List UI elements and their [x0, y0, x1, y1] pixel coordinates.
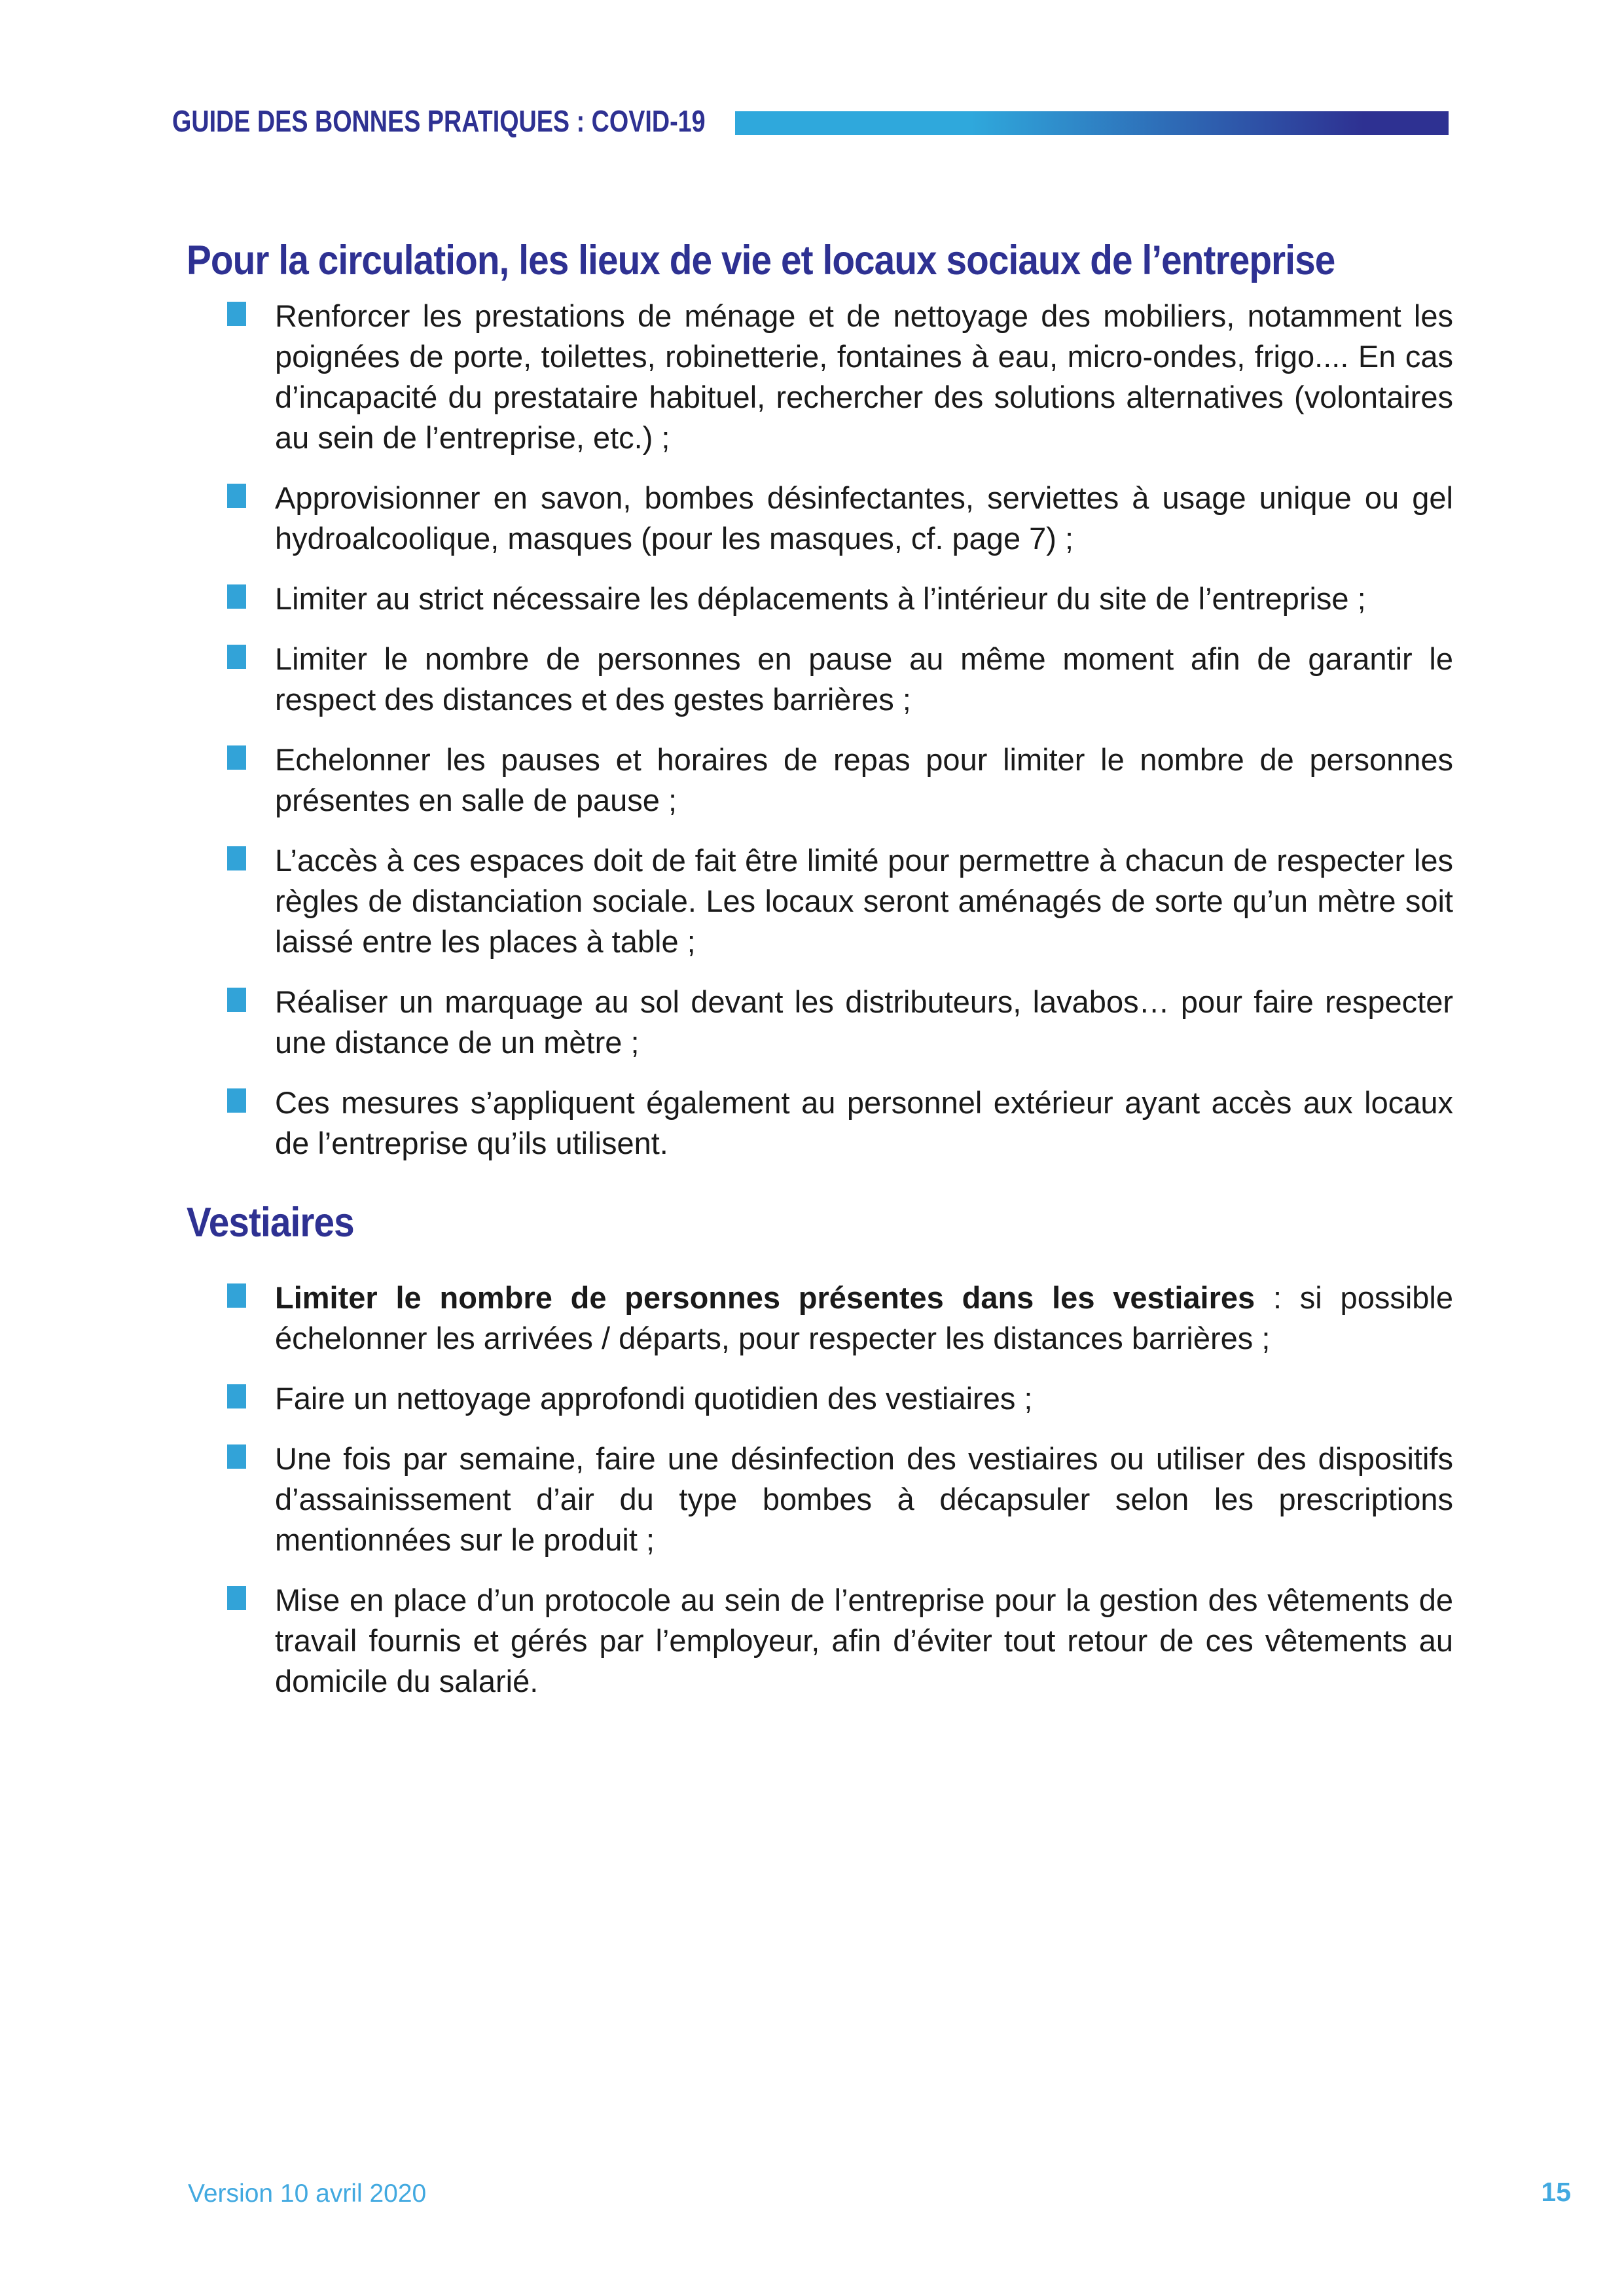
list-item	[227, 1278, 1453, 1359]
bullet-square-icon	[227, 1384, 246, 1408]
list-item	[227, 296, 1453, 458]
item-text: Faire un nettoyage approfondi quotidien des vestiaires ;	[275, 1381, 1033, 1416]
bullet-square-icon	[227, 302, 246, 326]
section-heading-circulation: Pour la circulation, les lieux de vie et locaux sociaux de l’entreprise	[187, 238, 1335, 283]
list-item	[227, 1378, 1453, 1419]
bullet-square-icon	[227, 1088, 246, 1113]
item-text: Limiter le nombre de personnes en pause au même moment afin de garantir le respect des distances et des gestes barrières ;	[275, 641, 1453, 717]
list-item	[227, 982, 1453, 1063]
item-text: Réaliser un marquage au sol devant les distributeurs, lavabos… pour faire respecter une distance de un mètre ;	[275, 984, 1453, 1060]
list-item	[227, 1083, 1453, 1164]
bullet-square-icon	[227, 1586, 246, 1610]
bullet-list-vestiaires	[227, 1278, 1453, 1721]
list-item	[227, 579, 1453, 619]
item-text: : si possible échelonner les arrivées / départs, pour respecter les distances barrières ;	[275, 1280, 1453, 1355]
footer-version-label: Version 10 avril 2020	[188, 2179, 427, 2208]
list-item	[227, 740, 1453, 821]
list-item	[227, 1580, 1453, 1702]
bullet-square-icon	[227, 988, 246, 1012]
item-text: L’accès à ces espaces doit de fait être limité pour permettre à chacun de respecter les règles de distanciation sociale. Les locaux seront aménagés de sorte qu’un mètre soit laissé entre les places à table ;	[275, 843, 1453, 959]
list-item	[227, 840, 1453, 962]
item-text-bold: Limiter le nombre de personnes présentes dans les vestiaires	[275, 1280, 1255, 1315]
item-text: Approvisionner en savon, bombes désinfectantes, serviettes à usage unique ou gel hydroalcoolique, masques (pour les masques, cf. page 7) ;	[275, 480, 1453, 556]
bullet-square-icon	[227, 846, 246, 870]
bullet-square-icon	[227, 645, 246, 669]
item-text: Ces mesures s’appliquent également au personnel extérieur ayant accès aux locaux de l’entreprise qu’ils utilisent.	[275, 1085, 1453, 1160]
list-item	[227, 1439, 1453, 1560]
list-item	[227, 478, 1453, 559]
bullet-square-icon	[227, 1444, 246, 1469]
bullet-square-icon	[227, 484, 246, 508]
bullet-square-icon	[227, 584, 246, 609]
document-header-title: GUIDE DES BONNES PRATIQUES : COVID-19	[172, 104, 706, 138]
item-text: Une fois par semaine, faire une désinfection des vestiaires ou utiliser des dispositifs d’assainissement d’air du type bombes à décapsuler selon les prescriptions mentionnées sur le produit ;	[275, 1441, 1453, 1557]
item-text: Echelonner les pauses et horaires de repas pour limiter le nombre de personnes présentes en salle de pause ;	[275, 742, 1453, 817]
section-heading-vestiaires: Vestiaires	[187, 1200, 354, 1246]
bullet-square-icon	[227, 1283, 246, 1308]
bullet-square-icon	[227, 745, 246, 770]
item-text: Mise en place d’un protocole au sein de l’entreprise pour la gestion des vêtements de travail fournis et gérés par l’employeur, afin d’éviter tout retour de ces vêtements au domicile du salarié.	[275, 1583, 1453, 1698]
footer-page-number: 15	[1541, 2177, 1571, 2207]
list-item	[227, 639, 1453, 720]
item-text: Limiter au strict nécessaire les déplacements à l’intérieur du site de l’entreprise ;	[275, 581, 1366, 616]
item-text: Renforcer les prestations de ménage et de nettoyage des mobiliers, notamment les poignées de porte, toilettes, robinetterie, fontaines à eau, micro-ondes, frigo.... En cas d’incapacité du prestataire habituel, rechercher des solutions alternatives (volontaires au sein de l’entreprise, etc.) ;	[275, 298, 1453, 455]
header-gradient-bar	[735, 111, 1449, 135]
bullet-list-circulation	[227, 296, 1453, 1183]
